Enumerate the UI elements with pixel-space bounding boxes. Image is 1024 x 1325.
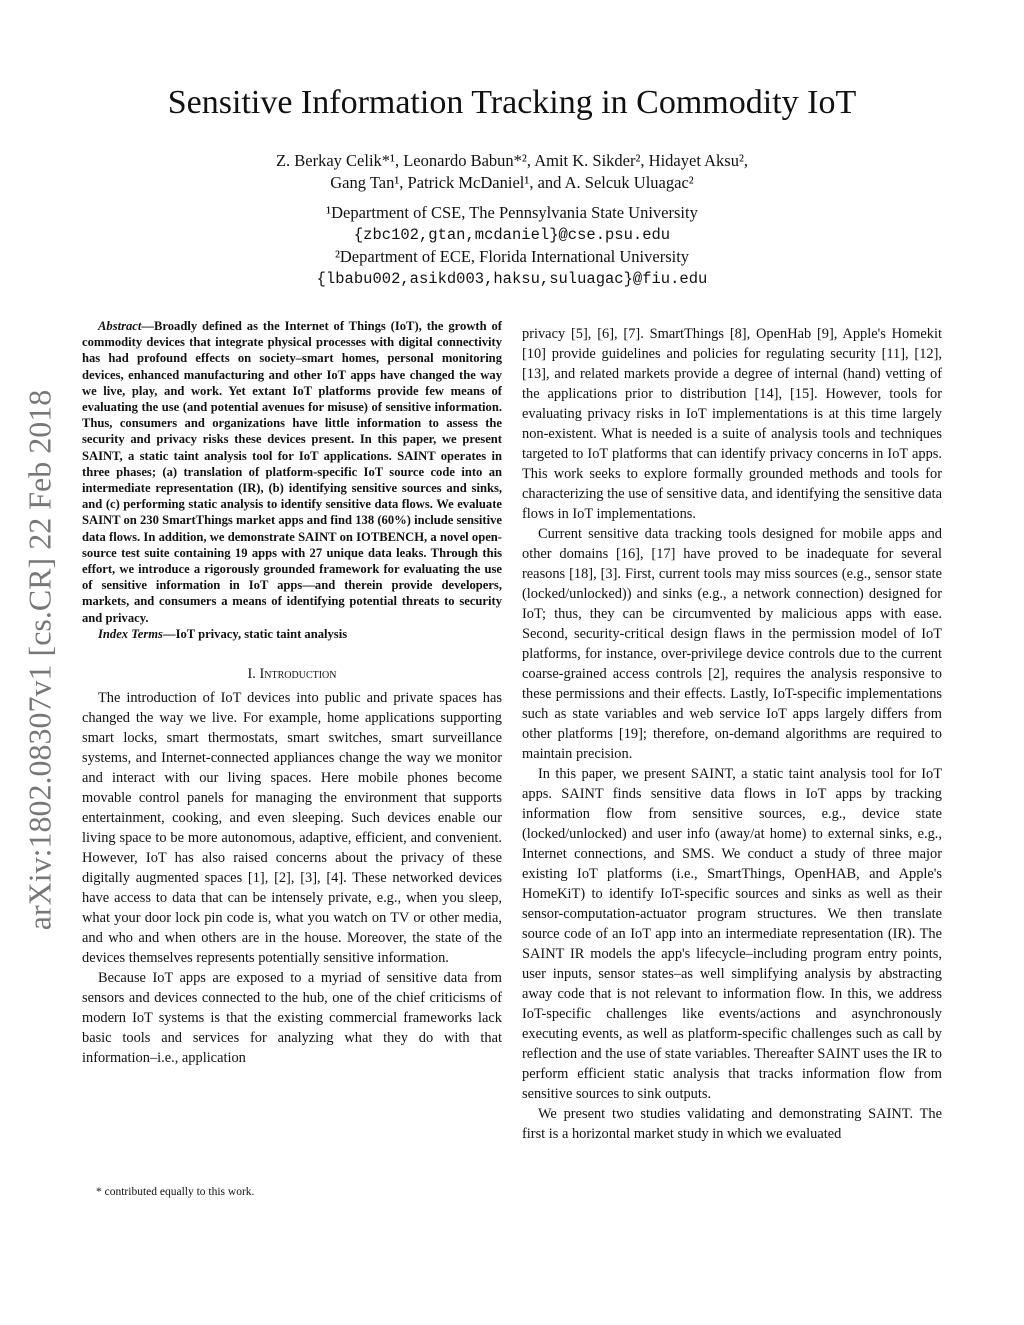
index-terms bbox=[98, 626, 502, 642]
right-paragraph-3: In this paper, we present SAINT, a static taint analysis tool for IoT apps. SAINT finds sensitive data flows in IoT apps by tracking information flow from sensitive sources, e.g., device state (locked/unlocked) and user info (away/at home) to external sinks, e.g., Internet connections, and SMS. We conduct a study of three major existing IoT platforms (i.e., SmartThings, OpenHAB, and Apple's HomeKiT) to identify IoT-specific sources and sinks as well as their sensor-computation-actuator program structures. We then translate source code of an IoT app into an intermediate representation (IR). The SAINT IR models the app's lifecycle–including program entry points, user inputs, sensor states–as well simplifying analysis by abstracting away code that is not relevant to information flow. In this, we address IoT-specific challenges like events/actions and asynchronously executing events, as well as platform-specific challenges such as call by reflection and the use of state variables. Thereafter SAINT uses the IR to perform efficient static analysis that tracks information flow from sensitive sources to sink outputs. bbox=[522, 766, 942, 1102]
affiliation-psu: ¹Department of CSE, The Pennsylvania State University bbox=[326, 203, 698, 222]
index-terms-text: —IoT privacy, static taint analysis bbox=[162, 626, 348, 641]
right-column bbox=[522, 324, 942, 1144]
intro-paragraph-2: Because IoT apps are exposed to a myriad of sensitive data from sensors and devices connected to the hub, one of the chief criticisms of modern IoT systems is that the existing commercial frameworks lack basic tools and services for analyzing what they do with that information–i.e., application bbox=[82, 970, 502, 1067]
section-heading-introduction: I. Introduction bbox=[247, 666, 337, 683]
email-fiu: {lbabu002,asikd003,haksu,suluagac}@fiu.edu bbox=[316, 270, 708, 288]
abstract-text: —Broadly defined as the Internet of Things (IoT), the growth of commodity devices that integrate physical processes with digital connectivity has had profound effects on society–smart homes, personal monitoring devices, enhanced manufacturing and other IoT apps have changed the way we live, play, and work. Yet extant IoT platforms provide few means of evaluating the use (and potential avenues for misuse) of sensitive information. Thus, consumers and organizations have little information to assess the security and privacy risks these devices present. In this paper, we present SAINT, a static taint analysis tool for IoT applications. SAINT operates in three phases; (a) translation of platform-specific IoT source code into an intermediate representation (IR), (b) identifying sensitive sources and sinks, and (c) performing static analysis to identify sensitive data flows. We evaluate SAINT on 230 SmartThings market apps and find 138 (60%) include sensitive data flows. In addition, we demonstrate SAINT on IOTBENCH, a novel open-source test suite containing 19 apps with 27 unique data leaks. Through this effort, we introduce a rigorously grounded framework for evaluating the use of sensitive information in IoT apps—and therein provide developers, markets, and consumers a means of identifying potential threats to security and privacy. bbox=[82, 319, 502, 625]
email-psu: {zbc102,gtan,mcdaniel}@cse.psu.edu bbox=[353, 226, 671, 244]
arxiv-identifier[interactable]: arXiv:1802.08307v1 [cs.CR] 22 Feb 2018 bbox=[21, 389, 58, 931]
right-paragraph-4: We present two studies validating and demonstrating SAINT. The first is a horizontal market study in which we evaluated bbox=[522, 1106, 942, 1142]
index-terms-label: Index Terms bbox=[98, 626, 163, 641]
affiliations bbox=[0, 202, 1024, 290]
authors-line-1: Z. Berkay Celik*¹, Leonardo Babun*², Amit K. Sikder², Hidayet Aksu², bbox=[275, 151, 749, 170]
abstract-label: Abstract bbox=[98, 319, 142, 333]
left-column bbox=[82, 318, 502, 1068]
arxiv-sidebar bbox=[18, 350, 62, 970]
right-paragraph-1: privacy [5], [6], [7]. SmartThings [8], OpenHab [9], Apple's Homekit [10] provide guidelines and policies for regulating security [11], [12], [13], and related markets provide a degree of internal (hand) vetting of the applications prior to distribution [14], [15]. However, tools for evaluating privacy risks in IoT implementations is at this time largely non-existent. What is needed is a suite of analysis tools and techniques targeted to IoT platforms that can identify privacy concerns in IoT apps. This work seeks to explore formally grounded methods and tools for characterizing the use of sensitive data, and identifying the sensitive data flows in IoT implementations. bbox=[522, 326, 942, 522]
paper-title: Sensitive Information Tracking in Commodity IoT bbox=[167, 84, 857, 121]
footnote: * contributed equally to this work. bbox=[96, 1186, 255, 1198]
right-paragraph-2: Current sensitive data tracking tools designed for mobile apps and other domains [16], [17] have proved to be inadequate for several reasons [18], [3]. First, current tools may miss sources (e.g., sensor state (locked/unlocked)) and sinks (e.g., a network connection) designed for IoT; thus, they can be circumvented by malicious apps with ease. Second, security-critical design flaws in the permission model of IoT platforms, for instance, over-privilege device controls due to the current coarse-grained access controls [2], requires the analysis responsive to these permissions and their effects. Lastly, IoT-specific implementations such as state variables and web service IoT apps largely differs from other platforms [19]; therefore, on-demand algorithms are required to maintain precision. bbox=[522, 526, 942, 762]
intro-paragraph-1: The introduction of IoT devices into public and private spaces has changed the way we live. For example, home applications supporting smart locks, smart thermostats, smart switches, smart surveillance systems, and Internet-connected appliances change the way we monitor and interact with our living spaces. Here mobile phones become movable control panels for managing the environment that supports entertainment, cooking, and even sleeping. Such devices enable our living space to be more autonomous, adaptive, efficient, and convenient. However, IoT has also raised concerns about the privacy of these digitally augmented spaces [1], [2], [3], [4]. These networked devices have access to data that can be intensely private, e.g., when you sleep, what your door lock pin code is, what you watch on TV or other media, and who and when others are in the house. Moreover, the state of the devices themselves represents potentially sensitive information. bbox=[82, 690, 502, 967]
abstract bbox=[82, 318, 502, 626]
author-list bbox=[0, 150, 1024, 194]
affiliation-fiu: ²Department of ECE, Florida International University bbox=[334, 247, 690, 266]
authors-line-2: Gang Tan¹, Patrick McDaniel¹, and A. Selcuk Uluagac² bbox=[330, 173, 694, 192]
